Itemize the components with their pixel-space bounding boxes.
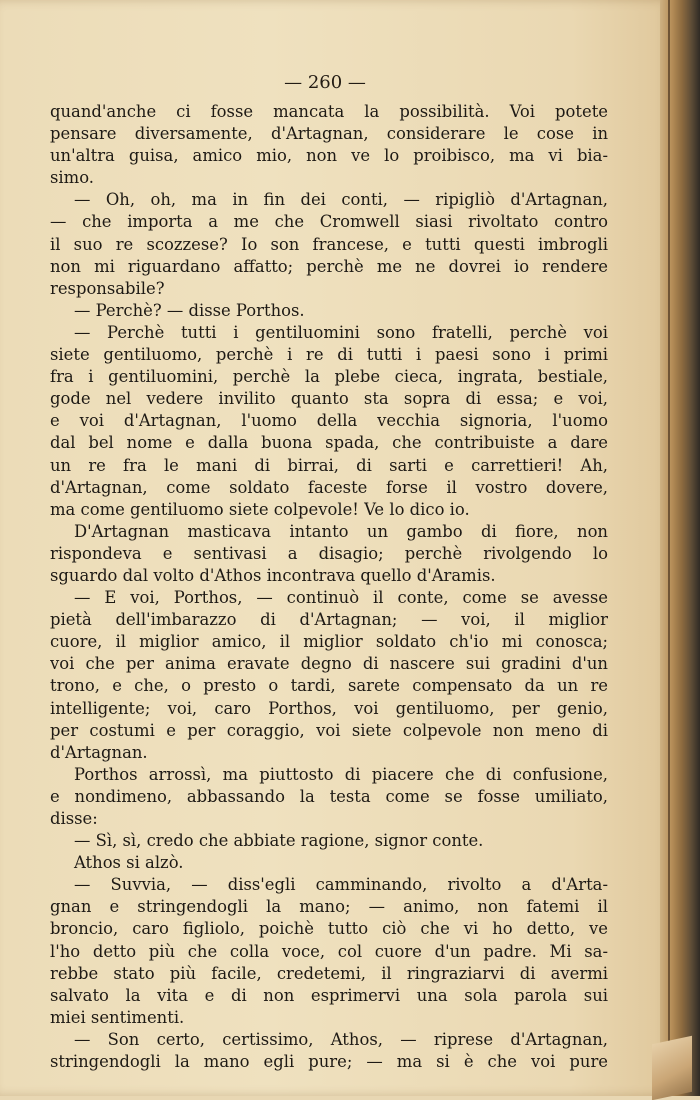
page-number: — 260 —: [284, 72, 366, 93]
text-line: dal bel nome e dalla buona spada, che contribuiste a dare: [50, 433, 608, 453]
page-edge: [660, 0, 700, 1096]
text-line: ma come gentiluomo siete colpevole! Ve lo dico io.: [50, 499, 470, 519]
text-line: e voi d'Artagnan, l'uomo della vecchia signoria, l'uomo: [50, 411, 608, 431]
text-line: il suo re scozzese? Io son francese, e tutti questi imbrogli: [50, 234, 608, 254]
text-line: broncio, caro figliolo, poichè tutto ciò che vi ho detto, ve: [50, 919, 608, 939]
text-line: per costumi e per coraggio, voi siete colpevole non meno di: [50, 720, 608, 740]
text-line: — Perchè tutti i gentiluomini sono fratelli, perchè voi: [74, 322, 608, 342]
text-line: pensare diversamente, d'Artagnan, considerare le cose in: [50, 124, 608, 144]
text-line: siete gentiluomo, perchè i re di tutti i paesi sono i primi: [50, 345, 608, 365]
text-line: — Sì, sì, credo che abbiate ragione, signor conte.: [74, 831, 484, 851]
text-line: rebbe stato più facile, credetemi, il ringraziarvi di avermi: [50, 963, 608, 983]
text-line: sguardo dal volto d'Athos incontrava quello d'Aramis.: [50, 565, 496, 585]
text-line: — che importa a me che Cromwell siasi rivoltato contro: [50, 212, 608, 232]
text-line: intelligente; voi, caro Porthos, voi gentiluomo, per genio,: [50, 698, 608, 718]
text-line: e nondimeno, abbassando la testa come se fosse umiliato,: [50, 786, 608, 806]
text-line: miei sentimenti.: [50, 1007, 185, 1027]
text-line: pietà dell'imbarazzo di d'Artagnan; — voi, il miglior: [50, 610, 608, 630]
text-line: rispondeva e sentivasi a disagio; perchè rivolgendo lo: [50, 543, 608, 563]
text-line: responsabile?: [50, 278, 165, 298]
text-line: d'Artagnan, come soldato faceste forse il vostro dovere,: [50, 477, 608, 497]
next-page-corner: [652, 1036, 692, 1100]
text-line: disse:: [50, 809, 98, 828]
text-line: fra i gentiluomini, perchè la plebe cieca, ingrata, bestiale,: [50, 367, 608, 387]
text-line: Porthos arrossì, ma piuttosto di piacere che di confusione,: [74, 764, 608, 784]
text-line: quand'anche ci fosse mancata la possibilità. Voi potete: [50, 102, 608, 121]
text-line: un re fra le mani di birrai, di sarti e carrettieri! Ah,: [50, 455, 608, 475]
text-line: l'ho detto più che colla voce, col cuore d'un padre. Mi sa-: [50, 941, 608, 961]
text-line: voi che per anima eravate degno di nascere sui gradini d'un: [50, 654, 608, 674]
text-line: trono, e che, o presto o tardi, sarete compensato da un re: [50, 676, 608, 696]
text-line: salvato la vita e di non esprimervi una sola parola sui: [50, 985, 608, 1005]
text-line: — Suvvia, — diss'egli camminando, rivolto a d'Arta-: [74, 875, 608, 895]
text-line: stringendogli la mano egli pure; — ma si è che voi pure: [50, 1052, 608, 1072]
body-text: [50, 101, 608, 1073]
text-line: simo.: [50, 168, 94, 188]
text-line: — Son certo, certissimo, Athos, — riprese d'Artagnan,: [74, 1029, 608, 1049]
text-line: gode nel vedere invilito quanto sta sopra di essa; e voi,: [50, 389, 608, 409]
text-line: cuore, il miglior amico, il miglior soldato ch'io mi conosca;: [50, 632, 608, 652]
text-line: d'Artagnan.: [50, 742, 148, 762]
text-line: — E voi, Porthos, — continuò il conte, come se avesse: [74, 588, 608, 608]
text-line: D'Artagnan masticava intanto un gambo di fiore, non: [74, 521, 608, 541]
text-line: Athos si alzò.: [74, 853, 184, 873]
text-line: un'altra guisa, amico mio, non ve lo proibisco, ma vi bia-: [50, 146, 608, 166]
text-line: — Perchè? — disse Porthos.: [74, 300, 305, 320]
text-line: — Oh, oh, ma in fin dei conti, — ripigliò d'Artagnan,: [74, 190, 608, 210]
text-line: gnan e stringendogli la mano; — animo, non fatemi il: [50, 897, 608, 917]
text-line: non mi riguardano affatto; perchè me ne dovrei io rendere: [50, 256, 608, 276]
page-edge-line: [668, 0, 670, 1096]
